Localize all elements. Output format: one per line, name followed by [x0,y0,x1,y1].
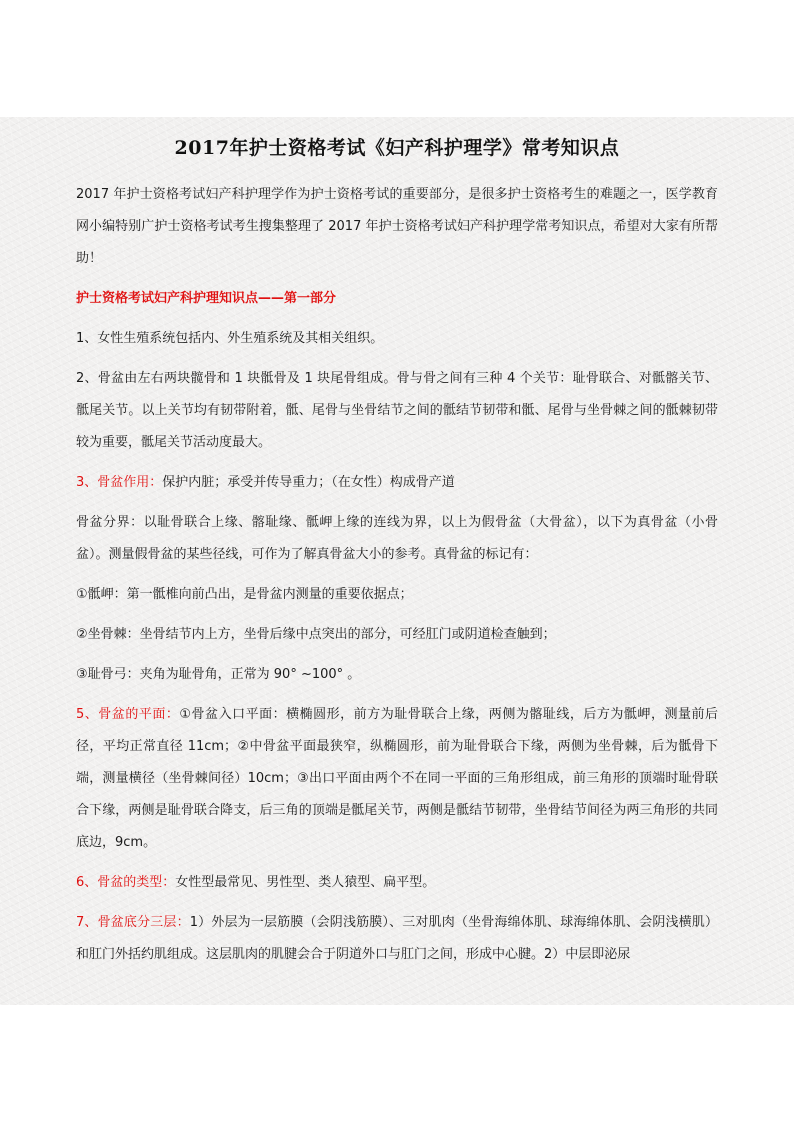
section-heading: 护士资格考试妇产科护理知识点——第一部分 [76,291,337,306]
item-label: 5、骨盆的平面： [76,707,180,722]
item-label: 3、骨盆作用： [76,475,163,490]
item-2 [76,363,718,459]
item-text: 保护内脏；承受并传导重力；（在女性）构成骨产道 [162,475,455,490]
item-label: 7、骨盆底分三层： [76,915,190,930]
item-text: 女性型最常见、男性型、类人猿型、扁平型。 [175,875,436,890]
document-body [76,179,718,979]
item-6 [76,867,718,899]
document-page [0,117,794,1005]
item-text: ③耻骨弓：夹角为耻骨角，正常为 90° ~100° 。 [76,667,361,682]
landmark-1 [76,579,718,611]
item-3 [76,467,718,499]
item-text: 2、骨盆由左右两块髋骨和 1 块骶骨及 1 块尾骨组成。骨与骨之间有三种 4 个关节：耻骨联合、对骶髂关节、骶尾关节。以上关节均有韧带附着，骶、尾骨与坐骨结节之间的骶结节韧带和骶、尾骨与坐骨棘之间的骶棘韧带较为重要，骶尾关节活动度最大。 [76,371,718,450]
item-text: ②坐骨棘：坐骨结节内上方，坐骨后缘中点突出的部分，可经肛门或阴道检查触到； [76,627,556,642]
item-text: 骨盆分界：以耻骨联合上缘、髂耻缘、骶岬上缘的连线为界，以上为假骨盆（大骨盆），以下为真骨盆（小骨盆）。测量假骨盆的某些径线，可作为了解真骨盆大小的参考。真骨盆的标记有： [76,515,718,562]
item-1 [76,323,718,355]
pelvis-boundary-paragraph [76,507,718,571]
item-text: ①骶岬：第一骶椎向前凸出，是骨盆内测量的重要依据点； [76,587,413,602]
item-text: 1、女性生殖系统包括内、外生殖系统及其相关组织。 [76,331,384,346]
item-text: ①骨盆入口平面：横椭圆形，前方为耻骨联合上缘，两侧为髂耻线，后方为骶岬，测量前后径，平均正常直径 11cm；②中骨盆平面最狭窄，纵椭圆形，前为耻骨联合下缘，两侧为坐骨棘，后为骶骨下端，测量横径（坐骨棘间径）10cm；③出口平面由两个不在同一平面的三角形组成，前三角形的顶端时耻骨联合下缘，两侧是耻骨联合降支，后三角的顶端是骶尾关节，两侧是骶结节韧带，坐骨结节间径为两三角形的共同底边，9cm。 [76,707,718,850]
landmark-3 [76,659,718,691]
item-7 [76,907,718,971]
landmark-2 [76,619,718,651]
item-text: 1）外层为一层筋膜（会阴浅筋膜）、三对肌肉（坐骨海绵体肌、球海绵体肌、会阴浅横肌）和肛门外括约肌组成。这层肌肉的肌腱会合于阴道外口与肛门之间，形成中心腱。2）中层即泌尿 [76,915,718,962]
item-label: 6、骨盆的类型： [76,875,176,890]
document-title: 2017年护士资格考试《妇产科护理学》常考知识点 [174,137,620,159]
intro-paragraph: 2017 年护士资格考试妇产科护理学作为护士资格考试的重要部分，是很多护士资格考生的难题之一，医学教育网小编特别广护士资格考试考生搜集整理了 2017 年护士资格考试妇产科护理学常考知识点，希望对大家有所帮助！ [76,187,718,266]
item-5 [76,699,718,859]
